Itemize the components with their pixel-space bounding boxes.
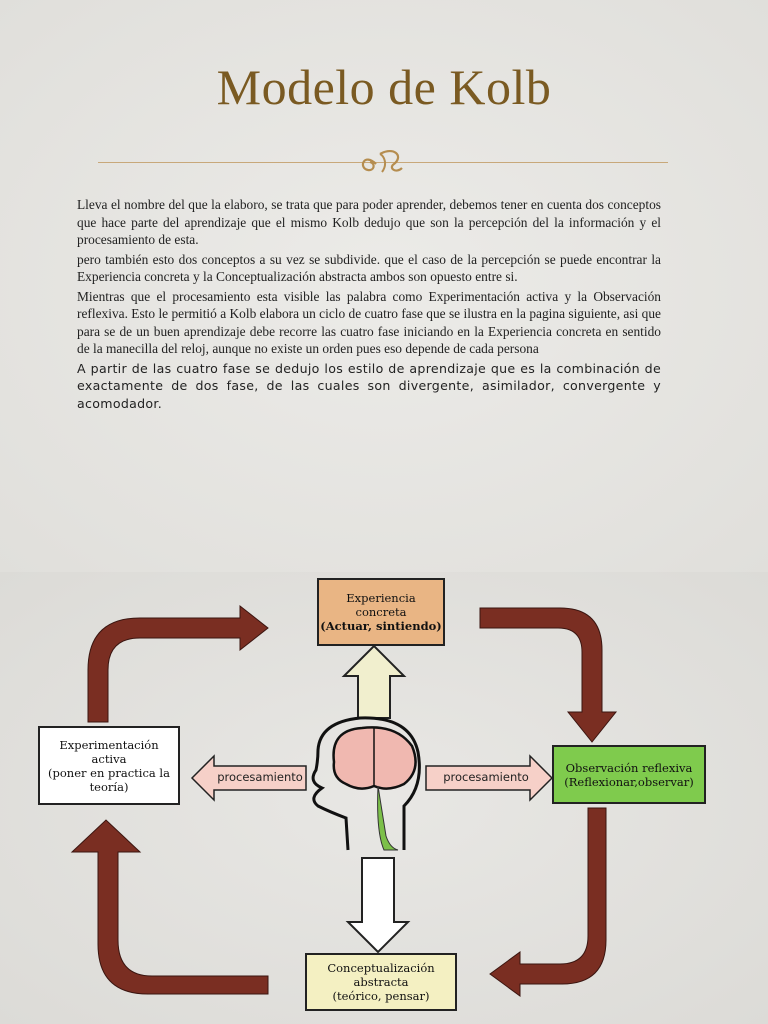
box-label: Conceptualización (327, 961, 435, 975)
box-label: (teórico, pensar) (332, 989, 430, 1003)
up-arrow (344, 646, 404, 718)
paragraph: Lleva el nombre del que la elaboro, se trata que para poder aprender, debemos tener en cuenta dos conceptos que hace parte del aprendizaje que el mismo Kolb dedujo que son la percepción del la información y el procesamiento de esta. (77, 197, 661, 247)
box-label: Observación reflexiva (565, 760, 693, 775)
cycle-arrow-top-right (480, 608, 616, 742)
head-brain-icon (313, 718, 419, 850)
paragraph: Mientras que el procesamiento esta visible las palabra como Experimentación activa y la Observación reflexiva. Esto le permitió a Kolb elabora un ciclo de cuatro fase que se ilustra en la pagina siguiente, asi que para se de un buen aprendizaje debe recorre las cuatro fase iniciando en la Experiencia concreta en sentido de la manecilla del reloj, aunque no existe un orden pues eso depende de cada persona (77, 288, 661, 356)
box-label: abstracta (353, 975, 409, 989)
conceptualizacion-abstracta-box (305, 953, 457, 1011)
box-label: teoría) (89, 779, 129, 794)
down-arrow (348, 858, 408, 952)
box-label: activa (91, 751, 127, 766)
procesamiento-right-label: procesamiento (443, 770, 529, 784)
box-label: (Reflexionar,observar) (564, 774, 694, 789)
cycle-arrow-bottom-left (72, 820, 268, 994)
page-title: Modelo de Kolb (216, 59, 552, 115)
experiencia-concreta-box (317, 578, 445, 646)
cycle-arrow-top-left (88, 606, 268, 722)
observacion-reflexiva-box (552, 745, 706, 804)
paragraph: A partir de las cuatro fase se dedujo los estilo de aprendizaje que es la combinación de exactamente de dos fase, de las cuales son divergente, asimilador, convergente y acomodador. (77, 360, 661, 411)
ornament-icon (354, 142, 414, 182)
paragraph: pero también esto dos conceptos a su vez se subdivide. que el caso de la percepción se puede encontrar la Experiencia concreta y la Conceptualización abstracta ambos son opuesto entre si. (77, 251, 661, 284)
experimentacion-activa-box (38, 726, 180, 805)
procesamiento-left-label: procesamiento (217, 770, 303, 784)
box-label: (poner en practica la (48, 765, 170, 780)
intro-text (77, 196, 661, 414)
cycle-arrow-bottom-right (490, 808, 606, 996)
box-label: Experiencia (346, 591, 416, 605)
box-label: (Actuar, sintiendo) (320, 619, 442, 633)
box-label: concreta (355, 605, 407, 619)
box-label: Experimentación (59, 737, 159, 752)
